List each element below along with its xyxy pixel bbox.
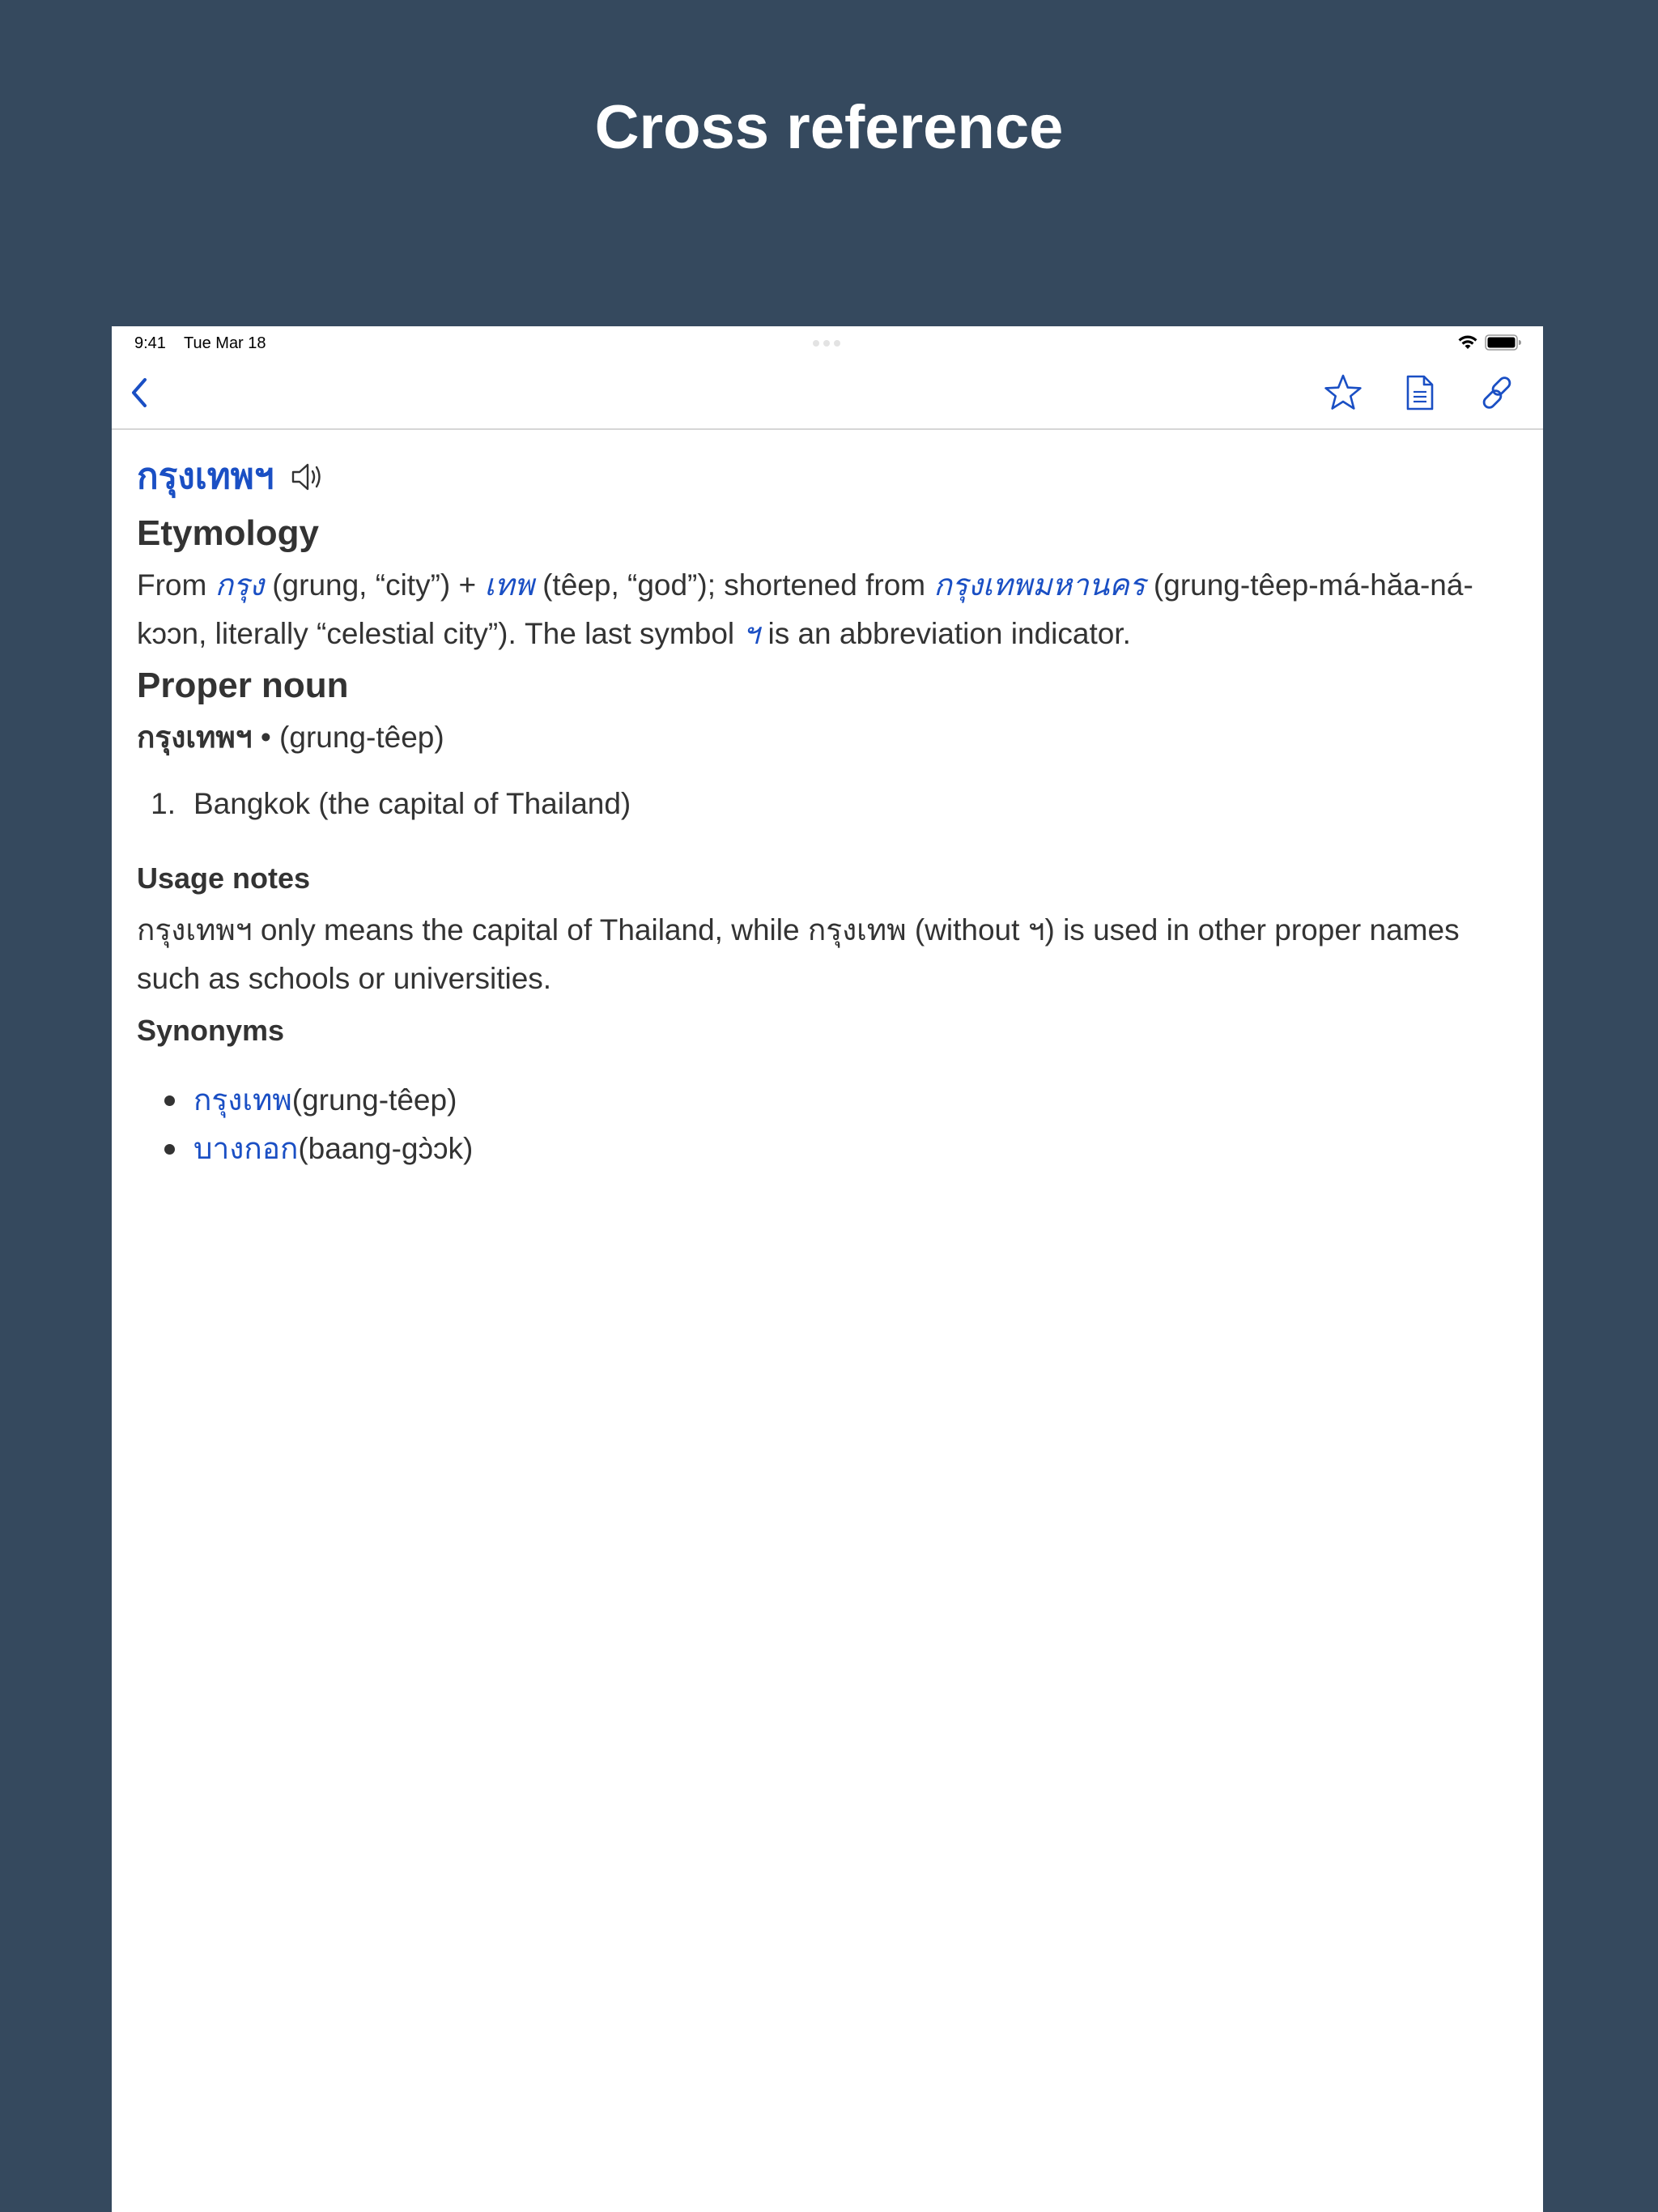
device-screen (112, 326, 1543, 2212)
favorite-button[interactable] (1322, 372, 1364, 414)
back-button[interactable] (118, 372, 160, 414)
headword: กรุงเทพฯ (137, 457, 274, 496)
navigation-bar (112, 357, 1543, 430)
synonym-item (137, 1125, 1518, 1173)
etymology-heading: Etymology (137, 513, 319, 553)
headword-row (137, 448, 1518, 506)
crossref-link-abbreviation-symbol[interactable]: ฯ (742, 617, 760, 650)
synonym-romanization: (grung-têep) (291, 1083, 457, 1117)
definition-list (137, 780, 1518, 828)
etymology-text-part: (têep, “god”); shortened from (534, 568, 934, 602)
part-of-speech-heading: Proper noun (137, 666, 349, 705)
synonym-link-bangkok[interactable]: บางกอก (193, 1132, 299, 1165)
battery-icon (1485, 334, 1522, 351)
status-indicators (1457, 334, 1522, 351)
definition-item (137, 780, 1518, 828)
usage-notes-text: กรุงเทพฯ only means the capital of Thailand, while กรุงเทพ (without ฯ) is used in other proper names such as schools or universities. (137, 913, 1460, 995)
headword-line (137, 713, 1518, 762)
bullet (164, 1144, 175, 1155)
synonyms-list (137, 1076, 1518, 1173)
synonym-romanization: (baang-gɔ̀ɔk) (298, 1132, 474, 1165)
multitasking-indicator[interactable] (813, 340, 840, 347)
synonym-item (137, 1076, 1518, 1125)
etymology-text-part: (grung-têep-má-hăa-ná-kɔɔn, literally “celestial city”). The last symbol (137, 568, 1473, 650)
share-link-button[interactable] (1476, 372, 1518, 414)
speaker-icon (291, 461, 325, 493)
bullet (164, 1095, 175, 1106)
star-icon (1324, 373, 1363, 412)
wifi-icon (1457, 334, 1478, 351)
definition-number: 1. (151, 787, 176, 820)
notes-button[interactable] (1399, 372, 1441, 414)
synonyms-heading: Synonyms (137, 1014, 285, 1047)
crossref-link-teep[interactable]: เทพ (484, 568, 534, 602)
status-bar (112, 326, 1543, 357)
synonym-link-grung-teep[interactable]: กรุงเทพ (193, 1083, 292, 1117)
etymology-text (137, 561, 1518, 658)
promo-title: Cross reference (594, 93, 1064, 162)
chevron-left-icon (130, 376, 149, 409)
entry-content (112, 430, 1543, 1173)
definition-text: Bangkok (the capital of Thailand) (193, 787, 631, 820)
usage-notes-heading: Usage notes (137, 861, 311, 895)
etymology-text-part: (grung, “city”) + (263, 568, 485, 602)
crossref-link-grung[interactable]: กรุง (215, 568, 264, 602)
status-date: Tue Mar 18 (184, 334, 266, 352)
etymology-text-part: From (137, 568, 215, 602)
etymology-text-part: is an abbreviation indicator. (759, 617, 1131, 650)
link-icon (1479, 375, 1515, 410)
headword-line-word: กรุงเทพฯ (137, 721, 253, 754)
pronunciation-button[interactable] (291, 461, 325, 493)
document-icon (1405, 374, 1435, 411)
crossref-link-grung-teep-maha-nakhon[interactable]: กรุงเทพมหานคร (933, 568, 1146, 602)
status-time: 9:41 (134, 334, 166, 352)
headword-line-romanization: • (grung-têep) (252, 721, 444, 754)
